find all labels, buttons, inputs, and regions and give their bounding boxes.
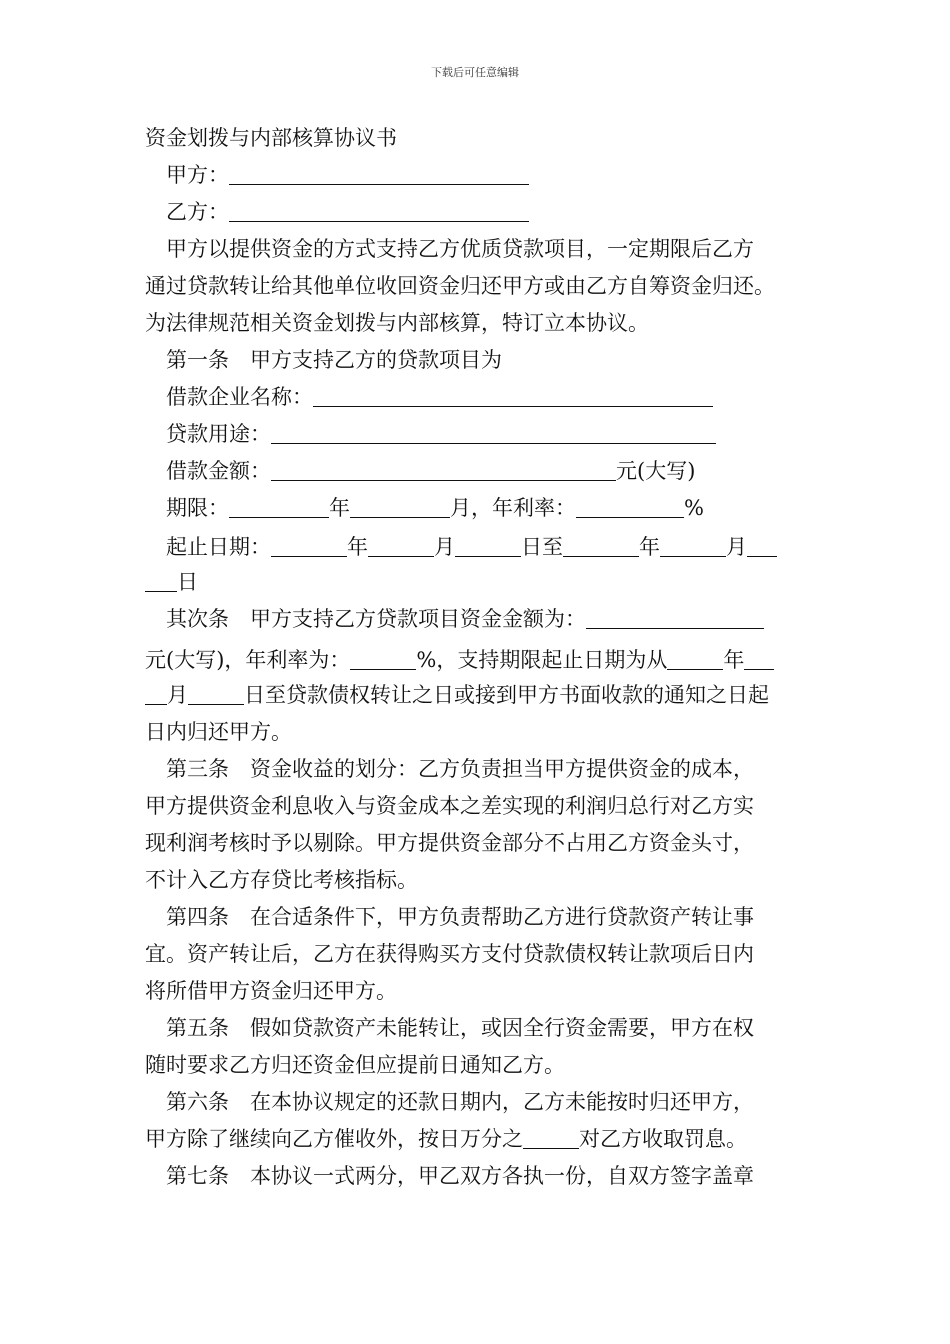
term-year-blank[interactable] xyxy=(229,495,329,518)
term-month-blank[interactable] xyxy=(350,495,450,518)
article-6-line-1: 第六条 在本协议规定的还款日期内，乙方未能按时归还甲方， xyxy=(166,1090,754,1114)
support-amount-blank[interactable] xyxy=(586,606,764,629)
party-a-line xyxy=(166,161,529,189)
intro-line-3: 为法律规范相关资金划拨与内部核算，特订立本协议。 xyxy=(145,311,649,335)
end-month-blank[interactable] xyxy=(660,534,726,557)
start-day-label: 日 xyxy=(521,535,542,559)
article-2-line-4: 日内归还甲方。 xyxy=(145,720,292,744)
document-title: 资金划拨与内部核算协议书 xyxy=(145,126,397,150)
article-6-text-2b: 对乙方收取罚息。 xyxy=(579,1127,747,1151)
borrower-name-line xyxy=(166,383,713,411)
article-2-text-1: 其次条 甲方支持乙方贷款项目资金金额为： xyxy=(166,607,586,631)
end-month-label: 月 xyxy=(726,535,747,559)
article-4-line-1: 第四条 在合适条件下，甲方负责帮助乙方进行贷款资产转让事 xyxy=(166,905,754,929)
end-year-label: 年 xyxy=(639,535,660,559)
start-day-blank[interactable] xyxy=(455,534,521,557)
article-3-line-3: 现利润考核时予以剔除。甲方提供资金部分不占用乙方资金头寸， xyxy=(145,831,754,855)
penalty-rate-blank[interactable] xyxy=(523,1126,579,1149)
term-line xyxy=(166,494,704,522)
article-4-line-3: 将所借甲方资金归还甲方。 xyxy=(145,979,397,1003)
end-year-blank[interactable] xyxy=(563,534,639,557)
party-b-label: 乙方： xyxy=(166,200,229,224)
term-year-label: 年 xyxy=(329,496,350,520)
end-day-blank-part2[interactable] xyxy=(145,569,177,592)
loan-amount-suffix: 元(大写) xyxy=(616,459,696,483)
intro-line-1: 甲方以提供资金的方式支持乙方优质贷款项目，一定期限后乙方 xyxy=(166,237,754,261)
article-2-text-3: 日至贷款债权转让之日或接到甲方书面收款的通知之日起 xyxy=(244,683,769,707)
start-year-label: 年 xyxy=(347,535,368,559)
end-day-blank-part1[interactable] xyxy=(747,534,777,557)
support-month-blank-part1[interactable] xyxy=(744,647,774,670)
borrower-name-label: 借款企业名称： xyxy=(166,385,313,409)
rate-blank[interactable] xyxy=(576,495,684,518)
article-2-line-2 xyxy=(145,646,774,674)
intro-line-2: 通过贷款转让给其他单位收回资金归还甲方或由乙方自筹资金归还。 xyxy=(145,274,775,298)
support-day-blank[interactable] xyxy=(188,682,244,705)
period-line-cont xyxy=(145,568,198,596)
article-3-line-4: 不计入乙方存贷比考核指标。 xyxy=(145,868,418,892)
party-a-label: 甲方： xyxy=(166,163,229,187)
term-month-label: 月 xyxy=(450,496,471,520)
borrower-name-blank[interactable] xyxy=(313,384,713,407)
party-b-line xyxy=(166,198,529,226)
support-rate-blank[interactable] xyxy=(350,647,416,670)
support-month-blank-part2[interactable] xyxy=(145,682,167,705)
party-b-blank[interactable] xyxy=(229,199,529,222)
start-month-label: 月 xyxy=(434,535,455,559)
term-label: 期限： xyxy=(166,496,229,520)
loan-use-label: 贷款用途： xyxy=(166,422,271,446)
article-1-heading: 第一条 甲方支持乙方的贷款项目为 xyxy=(166,348,502,372)
header-note: 下载后可任意编辑 xyxy=(431,66,519,79)
loan-amount-label: 借款金额： xyxy=(166,459,271,483)
article-2-text-2b: %，支持期限起止日期为从 xyxy=(416,648,668,672)
article-3-line-1: 第三条 资金收益的划分：乙方负责担当甲方提供资金的成本， xyxy=(166,757,754,781)
loan-use-line xyxy=(166,420,716,448)
rate-label: ，年利率： xyxy=(471,496,576,520)
start-month-blank[interactable] xyxy=(368,534,434,557)
article-6-line-2 xyxy=(145,1125,747,1153)
start-year-blank[interactable] xyxy=(271,534,347,557)
support-year-blank[interactable] xyxy=(667,647,723,670)
period-to: 至 xyxy=(542,535,563,559)
support-month-label: 月 xyxy=(167,683,188,707)
loan-amount-blank[interactable] xyxy=(271,458,616,481)
article-2-line-1 xyxy=(166,605,764,633)
article-3-line-2: 甲方提供资金利息收入与资金成本之差实现的利润归总行对乙方实 xyxy=(145,794,754,818)
article-2-line-3 xyxy=(145,681,769,709)
article-2-text-2a: 元(大写)，年利率为： xyxy=(145,648,351,672)
article-6-text-2a: 甲方除了继续向乙方催收外，按日万分之 xyxy=(145,1127,523,1151)
rate-percent: % xyxy=(684,496,704,520)
loan-amount-line xyxy=(166,457,695,485)
end-day-label: 日 xyxy=(177,570,198,594)
loan-use-blank[interactable] xyxy=(271,421,716,444)
article-5-line-1: 第五条 假如贷款资产未能转让，或因全行资金需要，甲方在权 xyxy=(166,1016,754,1040)
period-label: 起止日期： xyxy=(166,535,271,559)
article-4-line-2: 宜。资产转让后，乙方在获得购买方支付贷款债权转让款项后日内 xyxy=(145,942,754,966)
article-5-line-2: 随时要求乙方归还资金但应提前日通知乙方。 xyxy=(145,1053,565,1077)
period-line xyxy=(166,533,777,561)
article-7-line-1: 第七条 本协议一式两分，甲乙双方各执一份，自双方签字盖章 xyxy=(166,1164,754,1188)
party-a-blank[interactable] xyxy=(229,162,529,185)
support-year-label: 年 xyxy=(723,648,745,672)
